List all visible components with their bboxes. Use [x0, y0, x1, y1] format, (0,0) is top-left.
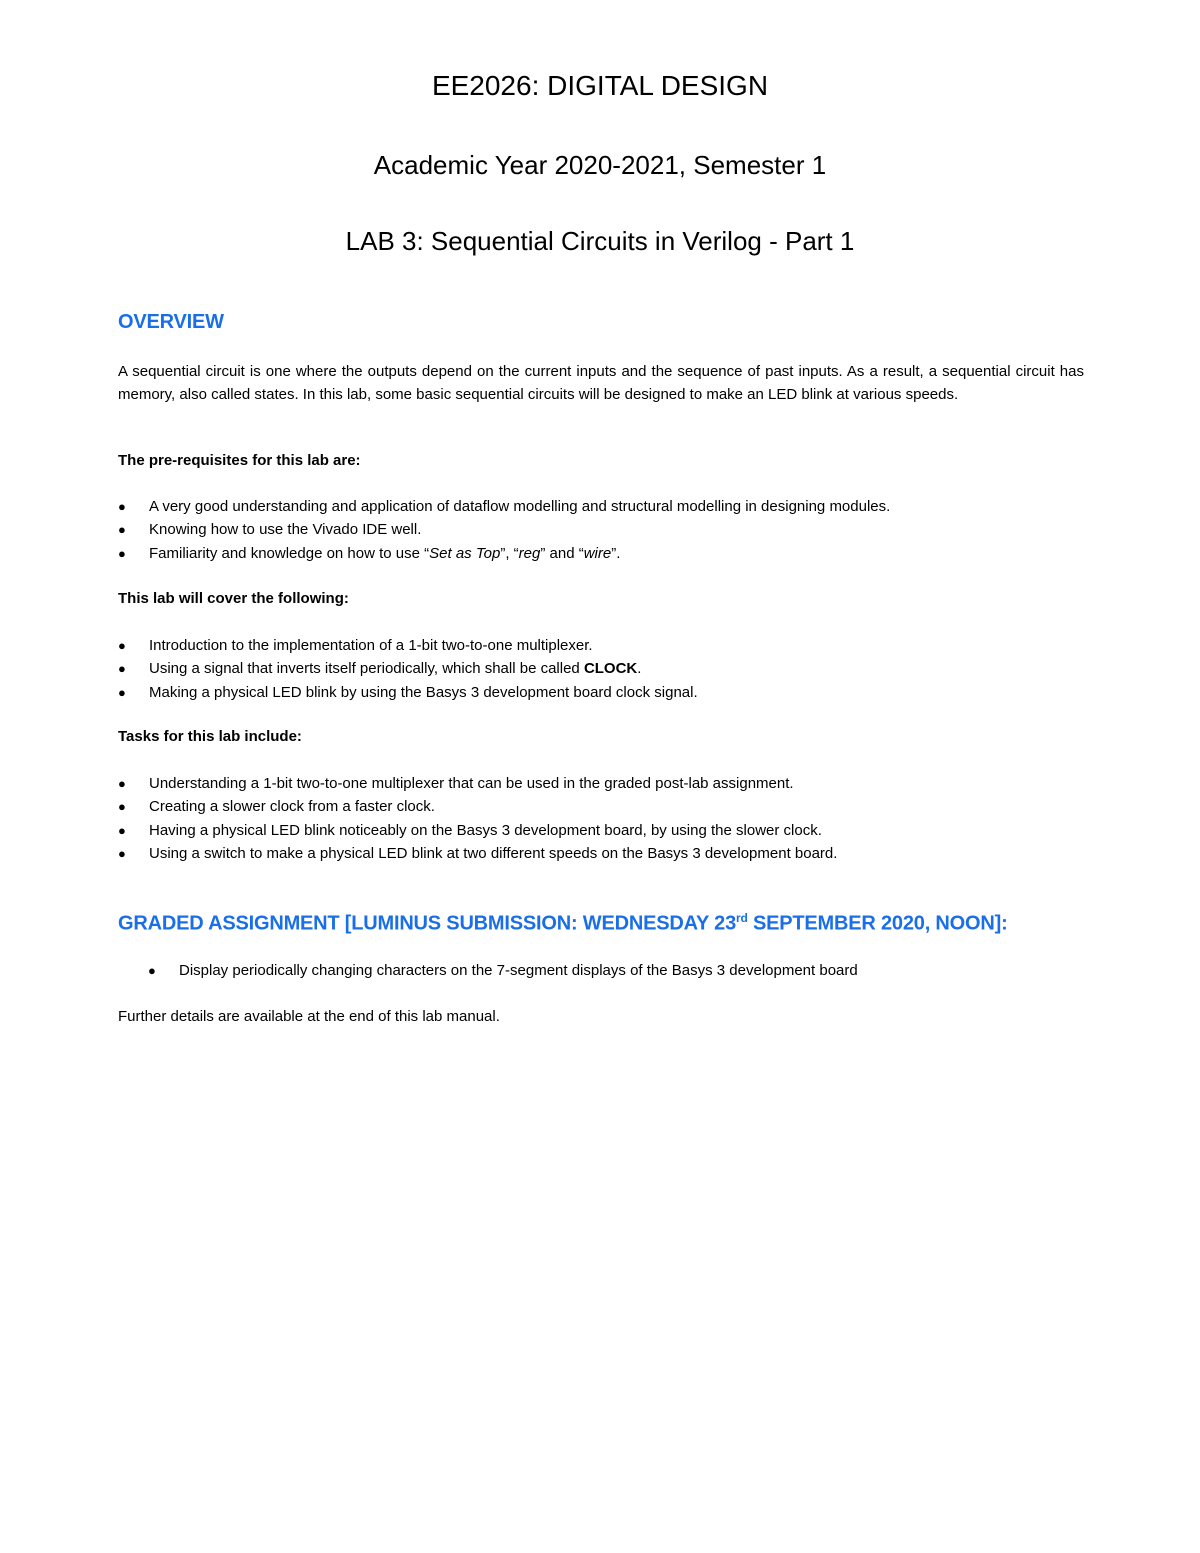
list-item-text: A very good understanding and application of dataflow modelling and structural modelling in designing modules.: [149, 498, 891, 515]
list-item: [118, 681, 698, 704]
wire-term: wire: [583, 544, 612, 562]
graded-list: [148, 959, 858, 982]
prerequisites-list: [118, 495, 890, 565]
lab-title: LAB 3: Sequential Circuits in Verilog - Part 1: [345, 226, 855, 256]
list-item-text: Introduction to the implementation of a 1-bit two-to-one multiplexer.: [149, 637, 593, 654]
course-title: EE2026: DIGITAL DESIGN: [431, 70, 769, 101]
tasks-list: [118, 772, 837, 865]
list-item: [148, 959, 858, 982]
bullet-icon: ●: [118, 684, 126, 700]
list-item: [118, 634, 698, 657]
list-item-text: Knowing how to use the Vivado IDE well.: [149, 521, 422, 539]
graded-heading-suffix: SEPTEMBER 2020, NOON]:: [747, 912, 1008, 935]
list-item-text: Making a physical LED blink by using the Basys 3 development board clock signal.: [149, 683, 698, 701]
list-item-text: Using a switch to make a physical LED blink at two different speeds on the Basys 3 development board.: [149, 844, 838, 862]
graded-heading-prefix: GRADED ASSIGNMENT [LUMINUS SUBMISSION: WEDNESDAY 23: [118, 912, 737, 935]
list-item: [118, 795, 837, 818]
list-item-text: Understanding a 1-bit two-to-one multiplexer that can be used in the graded post-lab assignment.: [149, 775, 794, 792]
bullet-icon: ●: [148, 963, 156, 978]
list-item-text-sep: ”, “: [500, 544, 519, 562]
list-item-text-suffix: ”.: [611, 544, 621, 562]
graded-assignment-heading: [118, 911, 1008, 936]
set-as-top-term: Set as Top: [429, 544, 501, 562]
list-item-text: Display periodically changing characters on the 7-segment displays of the Basys 3 development board: [179, 962, 858, 979]
bullet-icon: ●: [118, 499, 126, 514]
academic-year-title: Academic Year 2020-2021, Semester 1: [373, 150, 827, 180]
bullet-icon: ●: [118, 845, 126, 861]
cover-list: [118, 634, 698, 704]
list-item-text: Having a physical LED blink noticeably on the Basys 3 development board, by using the slower clock.: [149, 821, 822, 839]
reg-term: reg: [518, 544, 541, 562]
tasks-heading: Tasks for this lab include:: [118, 728, 302, 745]
overview-heading: OVERVIEW: [118, 311, 224, 333]
bullet-icon: ●: [118, 638, 126, 653]
bullet-icon: ●: [118, 799, 126, 815]
list-item: [118, 772, 837, 795]
list-item-text-prefix: Familiarity and knowledge on how to use “: [149, 544, 430, 562]
list-item: [118, 495, 890, 518]
list-item-text-sep: ” and “: [540, 544, 584, 562]
list-item: [118, 657, 698, 680]
bullet-icon: ●: [118, 545, 126, 561]
bullet-icon: ●: [118, 776, 126, 791]
list-item-text-suffix: .: [637, 660, 642, 678]
list-item: [118, 819, 837, 842]
prerequisites-heading: The pre-requisites for this lab are:: [118, 452, 361, 469]
clock-term: CLOCK: [583, 660, 638, 678]
further-details-paragraph: Further details are available at the end of this lab manual.: [118, 1008, 500, 1025]
cover-heading: This lab will cover the following:: [118, 590, 349, 607]
list-item: [118, 842, 837, 865]
bullet-icon: ●: [118, 522, 126, 538]
graded-heading-sup: rd: [736, 911, 748, 925]
bullet-icon: ●: [118, 661, 126, 677]
list-item: [118, 518, 890, 541]
bullet-icon: ●: [118, 822, 126, 838]
overview-paragraph: A sequential circuit is one where the outputs depend on the current inputs and the sequence of past inputs. As a result, a sequential circuit has memory, also called states. In this lab, some basic sequential circuits will be designed to make an LED blink at various speeds.: [118, 363, 1084, 403]
list-item-text-prefix: Using a signal that inverts itself periodically, which shall be called: [149, 660, 584, 678]
list-item: [118, 542, 890, 565]
list-item-text: Creating a slower clock from a faster clock.: [149, 798, 435, 816]
